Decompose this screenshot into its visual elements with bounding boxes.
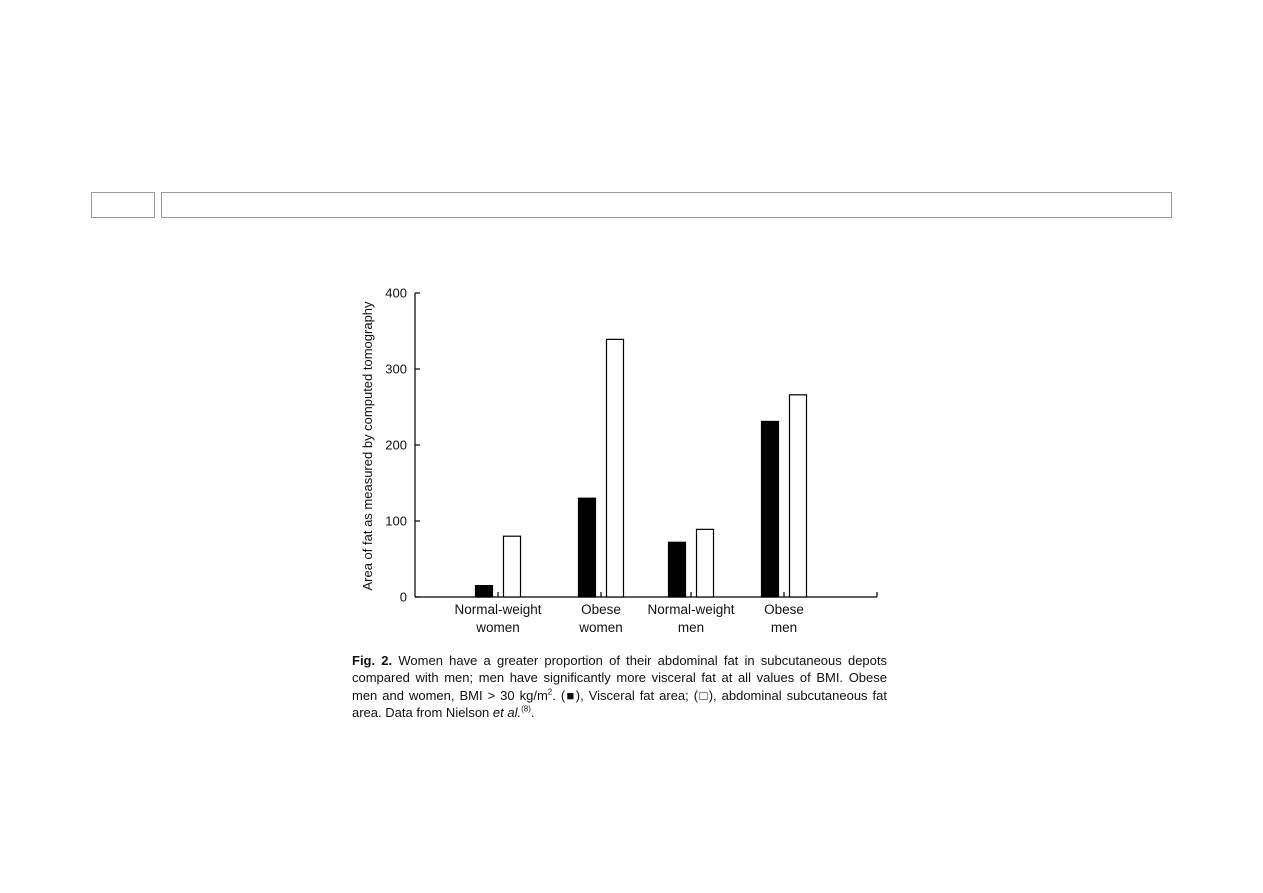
y-tick-label-0: 0 [399, 589, 407, 605]
caption-text-1: Women have a greater proportion of their abdominal fat in subcutaneous depots compared with men; men have significantly more visceral fat at all values of BMI. Obese men and women, BMI > 30 kg/m [352, 653, 887, 703]
bar-series0-cat1 [579, 498, 596, 597]
y-tick-label-3: 300 [385, 361, 407, 377]
x-tick-label-0-1: women [476, 620, 520, 635]
bar-chart [350, 262, 890, 642]
caption-label: Fig. 2. [352, 653, 393, 668]
header-box-left [91, 192, 155, 218]
x-tick-label-2-0: Normal-weight [647, 602, 735, 617]
caption-etal: et al. [492, 704, 522, 720]
bar-series0-cat0 [476, 586, 493, 597]
x-tick-label-0-0: Normal-weight [454, 602, 542, 617]
x-tick-label-1-1: women [579, 620, 623, 635]
x-tick-label-2-1: men [677, 620, 705, 635]
bar-series1-cat3 [790, 395, 807, 597]
caption-sup-2: (8) [521, 704, 531, 714]
bar-series1-cat1 [607, 339, 624, 597]
y-axis-title: Area of fat as measured by computed tomography [360, 301, 375, 591]
y-tick-label-1: 100 [385, 513, 407, 529]
caption-sup-1: 2 [547, 687, 553, 697]
bar-series1-cat0 [504, 536, 521, 597]
x-tick-label-3-0: Obese [764, 602, 804, 617]
x-tick-label-3-1: men [770, 620, 798, 635]
y-tick-label-4: 400 [385, 285, 407, 301]
caption-text-3: . [530, 704, 535, 720]
x-tick-label-1-0: Obese [581, 602, 621, 617]
header-box-right [161, 192, 1172, 218]
caption-text-2: . (■), Visceral fat area; (□), abdominal subcutaneous fat area. Data from Nielson [352, 687, 887, 720]
y-tick-label-2: 200 [385, 437, 407, 453]
bar-series0-cat3 [762, 421, 779, 597]
figure-caption [352, 652, 887, 721]
bar-series0-cat2 [669, 542, 686, 597]
bar-series1-cat2 [697, 529, 714, 597]
